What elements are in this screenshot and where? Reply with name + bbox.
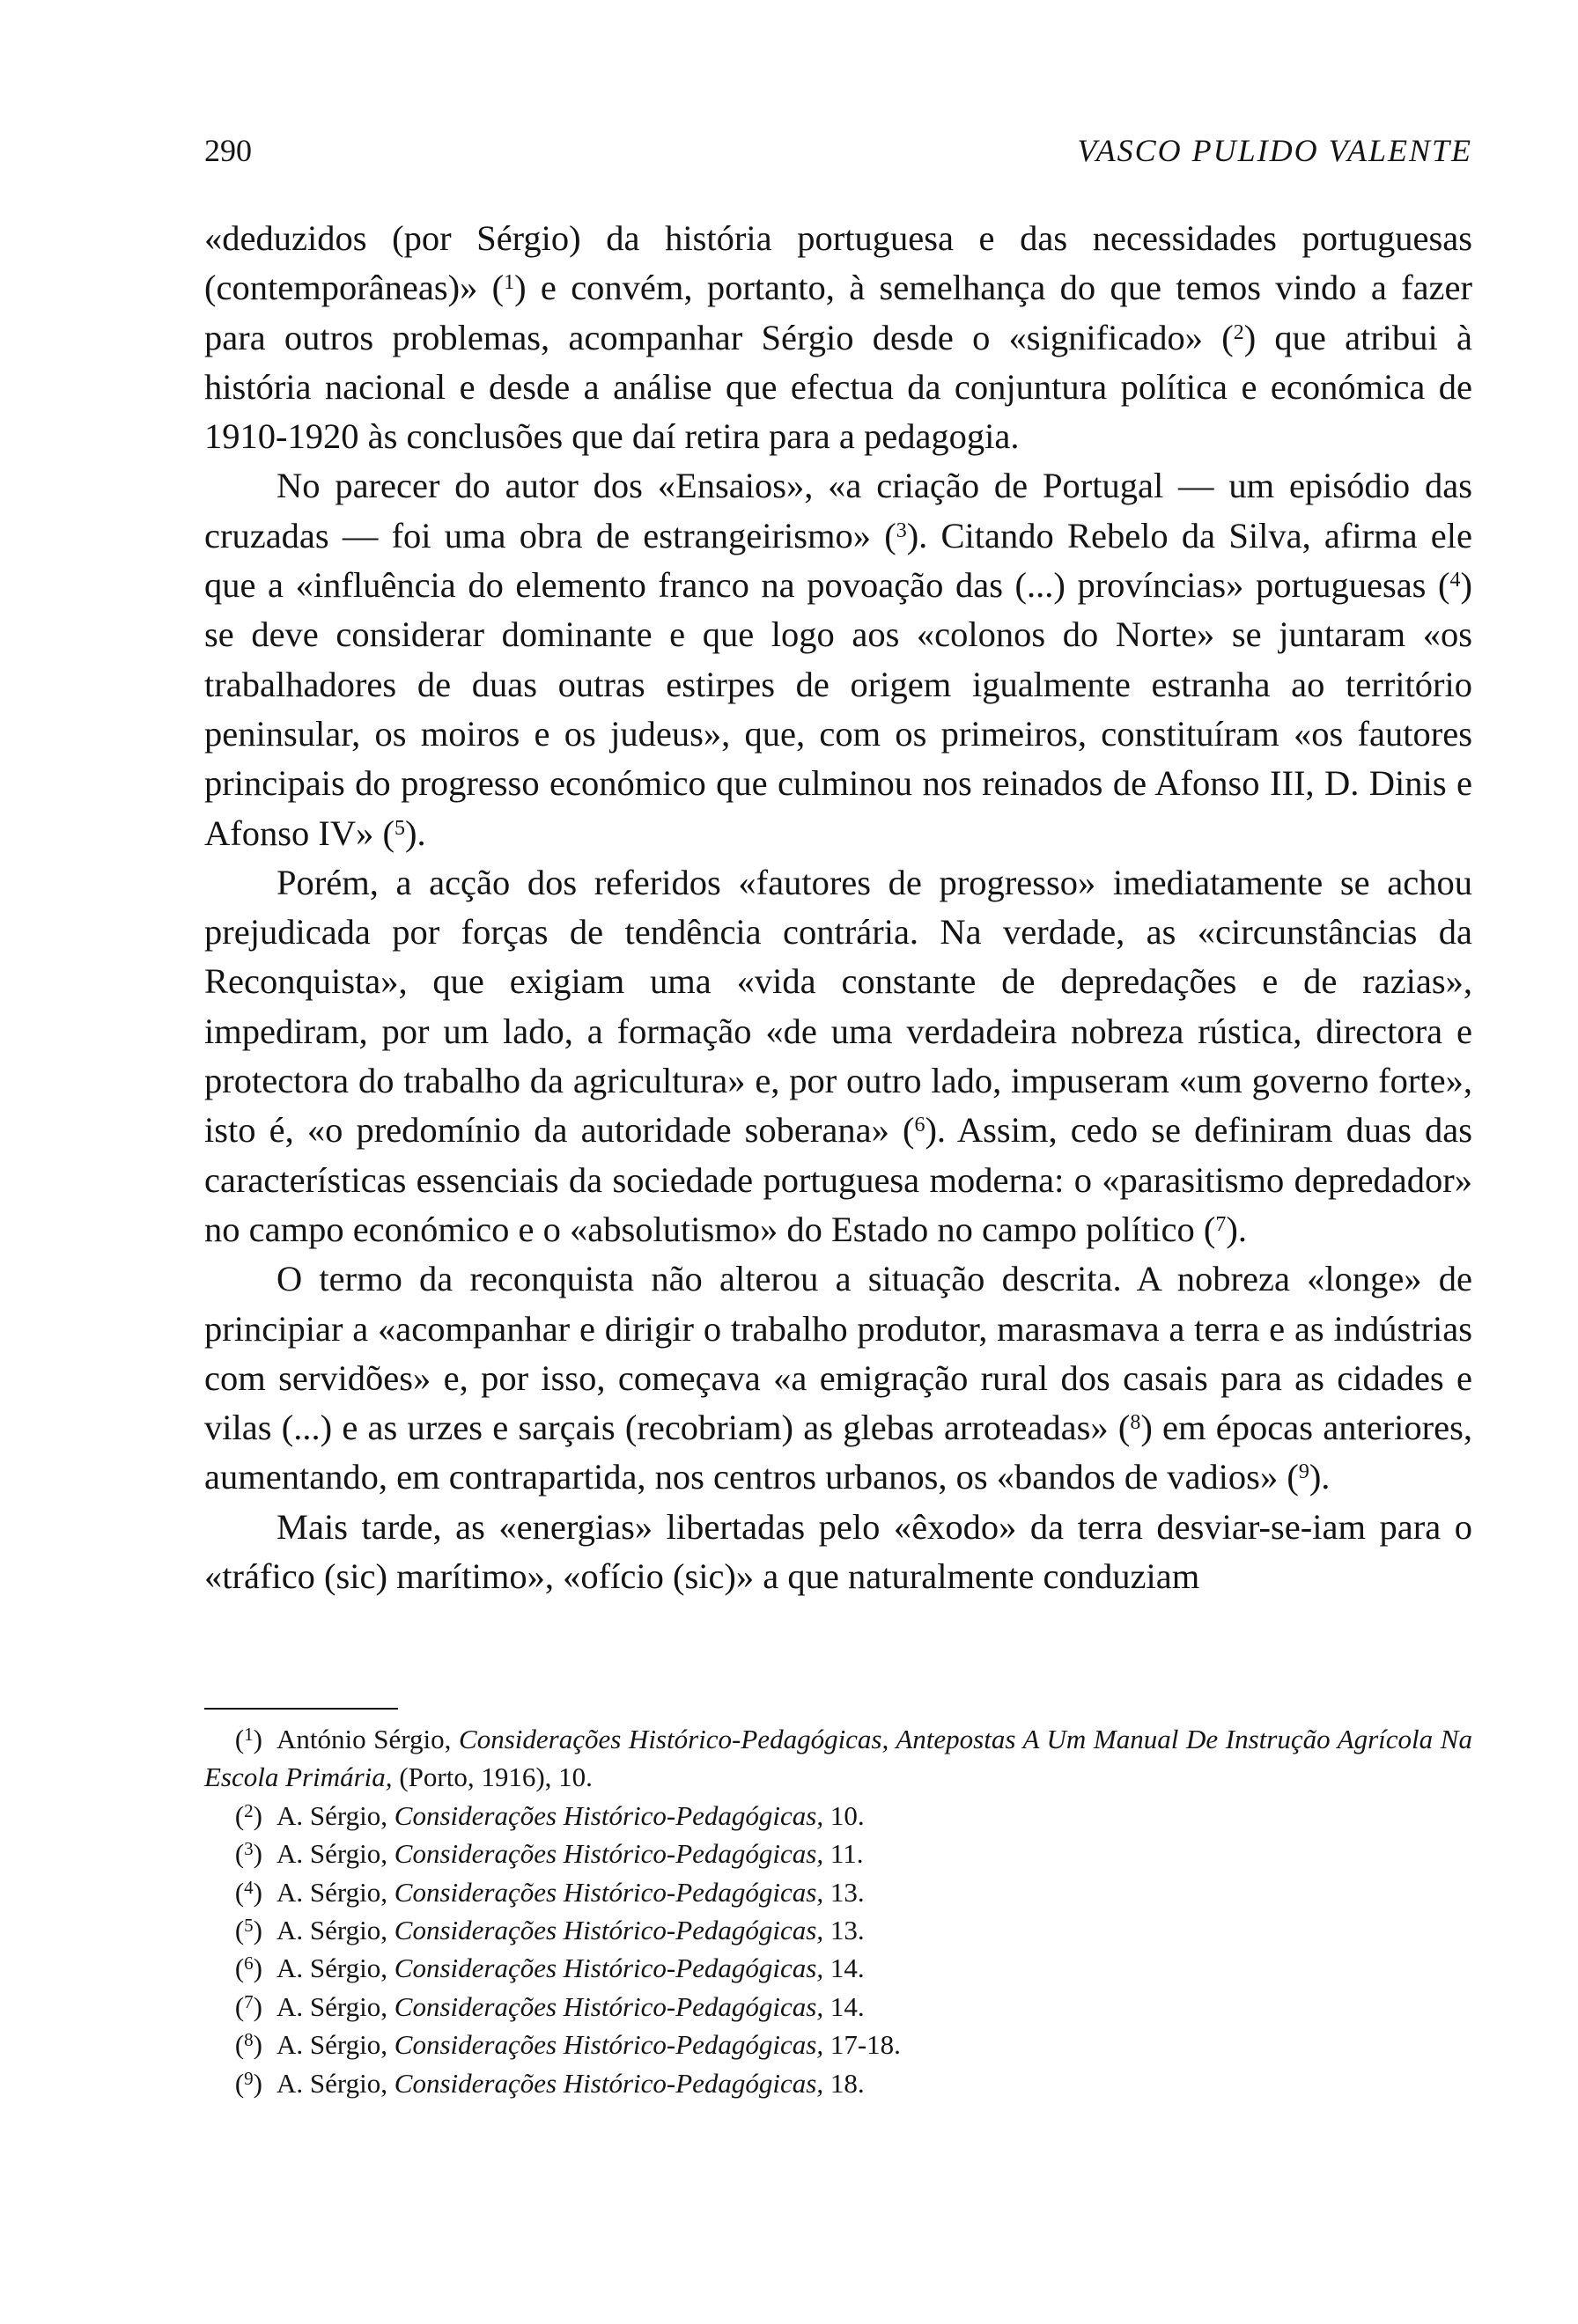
page-header	[204, 132, 1472, 181]
text-run: ) que atribui à história nacional e desde a análise que efectua da conjuntura política e económica de 1910-1920 às conclusões que daí retira para a pedagogia.	[204, 317, 1472, 457]
text-run: ) em épocas anteriores, aumentando, em contrapartida, nos centros urbanos, os «bandos de vadios» (	[204, 1408, 1473, 1497]
footnote-title: Considerações Histórico-Pedagógicas,	[394, 1799, 824, 1831]
footnote-author: A. Sérgio,	[277, 1915, 394, 1946]
paragraph-3	[204, 858, 1472, 1254]
footnote-page: 14.	[823, 1953, 865, 1984]
footnote	[204, 1797, 1472, 1835]
footnote-title: Considerações Histórico-Pedagógicas,	[394, 1990, 824, 2022]
footnotes	[204, 1720, 1472, 2102]
footnote-page: 13.	[823, 1876, 865, 1908]
footnote	[204, 1949, 1472, 1987]
footnote	[204, 2064, 1472, 2102]
footnote-mark: ($^1$)	[234, 1724, 262, 1754]
footnote-title: Considerações Histórico-Pedagógicas, Antepostas A Um Manual De Instrução Agrícola Na Escola Primária,	[204, 1724, 1472, 1793]
footnote-mark: ($^2$)	[234, 1799, 262, 1831]
footnote-mark: ($^4$)	[234, 1876, 262, 1908]
footnote-author: A. Sérgio,	[277, 1876, 394, 1908]
text-run: «deduzidos (por Sérgio) da história portuguesa e das necessidades portuguesas (contemporâneas)» (	[204, 218, 1472, 308]
footnote-page: (Porto, 1916), 10.	[392, 1761, 593, 1793]
footnote-ref: 7	[1215, 1212, 1227, 1236]
footnote-ref: 4	[1449, 569, 1461, 592]
footnote-number: 5	[244, 1915, 254, 1937]
footnote-mark: ($^8$)	[234, 2029, 262, 2061]
footnote-author: António Sérgio,	[277, 1724, 460, 1754]
footnote	[204, 1720, 1472, 1797]
footnote	[204, 1911, 1472, 1949]
paragraph-5: Mais tarde, as «energias» libertadas pelo «êxodo» da terra desviar-se-iam para o «tráfico (sic) marítimo», «ofício (sic)» a que naturalmente conduziam	[204, 1506, 1472, 1597]
footnote-author: A. Sérgio,	[277, 1799, 394, 1831]
page-number: 290	[204, 133, 252, 168]
footnote-title: Considerações Histórico-Pedagógicas,	[394, 1838, 824, 1870]
footnote-mark: ($^7$)	[234, 1990, 262, 2022]
footnote-page: 17-18.	[823, 2029, 901, 2061]
footnote-rule	[204, 1708, 398, 1710]
footnote-author: A. Sérgio,	[277, 1838, 394, 1870]
footnote-mark: ($^3$)	[234, 1838, 262, 1870]
footnote-number: 6	[244, 1953, 254, 1975]
text-run: ). Assim, cedo se definiram duas das características essenciais da sociedade portuguesa moderna: o «parasitismo depredador» no campo económico e o «absolutismo» do Estado no campo político (	[204, 1110, 1472, 1249]
footnote-number: 7	[244, 1990, 254, 2012]
footnote-author: A. Sérgio,	[277, 2029, 394, 2061]
footnote-ref: 8	[1130, 1411, 1141, 1435]
footnote-mark: ($^9$)	[234, 2067, 262, 2099]
text-run: ) se deve considerar dominante e que logo aos «colonos do Norte» se juntaram «os trabalhadores de duas outras estirpes de origem igualmente estranha ao território peninsular, os moiros e os judeus», que, com os primeiros, constituíram «os fautores principais do progresso económico que culminou nos reinados de Afonso III, D. Dinis e Afonso IV» (	[204, 565, 1472, 853]
footnote	[204, 1873, 1472, 1911]
footnote-ref: 9	[1298, 1460, 1309, 1484]
footnote-ref: 1	[504, 271, 515, 295]
text-run: ).	[404, 813, 426, 853]
footnote-page: 13.	[823, 1915, 865, 1946]
text-run: ) e convém, portanto, à semelhança do que temos vindo a fazer para outros problemas, acompanhar Sérgio desde o «significado» (	[204, 268, 1472, 357]
footnote-number: 2	[244, 1799, 254, 1821]
footnote-number: 3	[244, 1838, 254, 1860]
paragraph-2	[204, 461, 1472, 857]
footnote-title: Considerações Histórico-Pedagógicas,	[394, 2067, 824, 2099]
footnote-page: 11.	[823, 1838, 864, 1870]
footnote-number: 9	[244, 2067, 254, 2089]
footnote-page: 18.	[823, 2067, 865, 2099]
footnote-ref: 6	[914, 1114, 925, 1137]
body-text	[204, 214, 1472, 1601]
footnote-ref: 2	[1233, 320, 1244, 344]
text-run: ).	[1309, 1457, 1331, 1497]
footnote-page: 14.	[823, 1990, 865, 2022]
footnote-author: A. Sérgio,	[277, 2067, 394, 2099]
text-run: Porém, a acção dos referidos «fautores de progresso» imediatamente se achou prejudicada por forças de tendência contrária. Na verdade, as «circunstâncias da Reconquista», que exigiam uma «vida constante de depredações e de razias», impediram, por um lado, a formação «de uma verdadeira nobreza rústica, directora e protectora do trabalho da agricultura» e, por outro lado, impuseram «um governo forte», isto é, «o predomínio da autoridade soberana» (	[204, 862, 1472, 1151]
footnote-mark: ($^5$)	[234, 1915, 262, 1946]
text-run: No parecer do autor dos «Ensaios», «a criação de Portugal — um episódio das cruzadas — foi uma obra de estrangeirismo» (	[204, 466, 1472, 555]
footnote-title: Considerações Histórico-Pedagógicas,	[394, 1953, 824, 1984]
paragraph-1	[204, 214, 1472, 461]
footnote	[204, 1835, 1472, 1872]
footnote-title: Considerações Histórico-Pedagógicas,	[394, 1915, 824, 1946]
text-run: ).	[1226, 1209, 1248, 1249]
footnote	[204, 1988, 1472, 2026]
footnote-title: Considerações Histórico-Pedagógicas,	[394, 1876, 824, 1908]
text-run: O termo da reconquista não alterou a situação descrita. A nobreza «longe» de principiar a «acompanhar e dirigir o trabalho produtor, marasmava a terra e as indústrias com servidões» e, por isso, começava «a emigração rural dos casais para as cidades e vilas (...) e as urzes e sarçais (recobriam) as glebas arroteadas» (	[204, 1259, 1472, 1448]
running-head: VASCO PULIDO VALENTE	[1077, 133, 1472, 168]
footnote-author: A. Sérgio,	[277, 1990, 394, 2022]
footnote-number: 4	[244, 1876, 254, 1898]
text-run: ). Citando Rebelo da Silva, afirma ele que a «influência do elemento franco na povoação das (...) províncias» portuguesas (	[204, 515, 1472, 606]
footnote-title: Considerações Histórico-Pedagógicas,	[394, 2029, 824, 2061]
footnote	[204, 2026, 1472, 2063]
paragraph-4	[204, 1254, 1472, 1502]
footnote-page: 10.	[823, 1799, 865, 1831]
footnote-number: 8	[244, 2029, 254, 2051]
footnote-ref: 3	[896, 518, 907, 542]
footnote-ref: 5	[394, 816, 405, 840]
footnote-number: 1	[244, 1724, 254, 1745]
footnote-mark: ($^6$)	[234, 1953, 262, 1984]
footnote-author: A. Sérgio,	[277, 1953, 394, 1984]
